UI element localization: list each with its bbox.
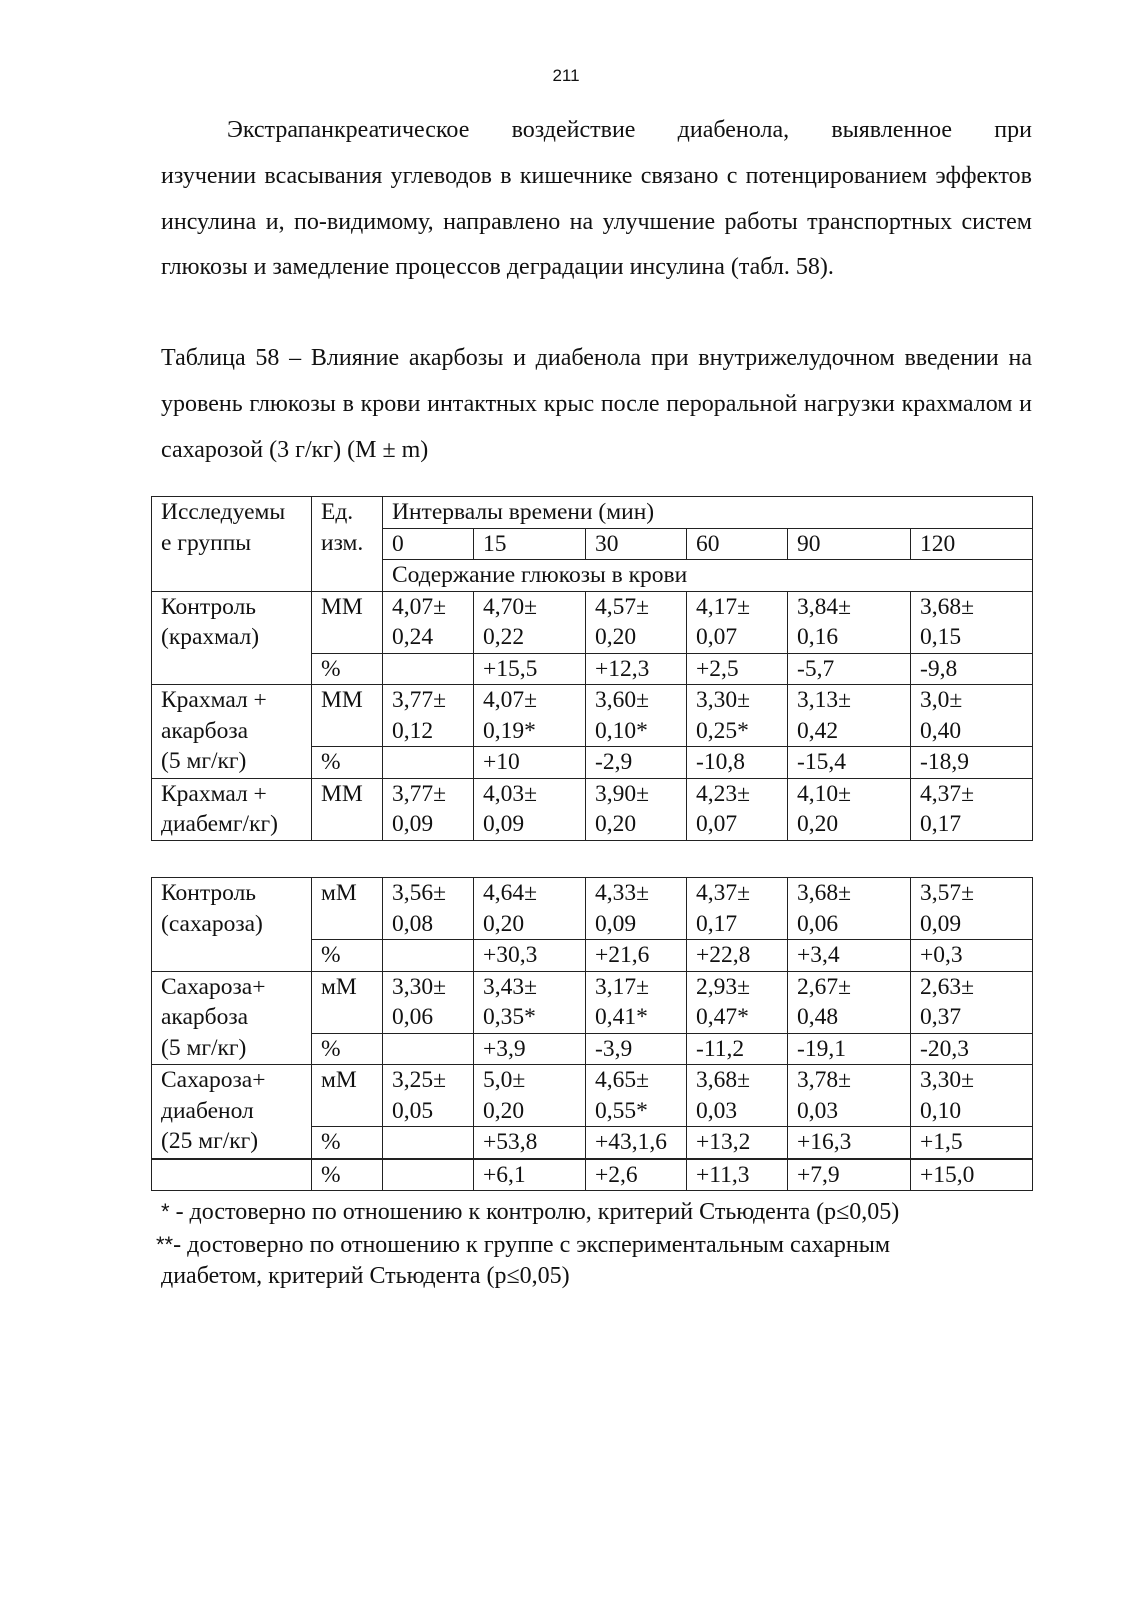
percent-cell <box>383 747 474 779</box>
percent-cell: +53,8 <box>474 1127 586 1159</box>
mean-value: 2,67± <box>797 973 852 1000</box>
mean-value: 3,77± <box>392 780 447 807</box>
unit-cell: ММ <box>312 591 383 653</box>
value-cell <box>687 591 788 653</box>
percent-cell: +15,0 <box>911 1159 1033 1191</box>
error-value: 0,17 <box>920 811 962 837</box>
table-caption: Таблица 58 – Влияние акарбозы и диабенола при внутрижелудочном введении на уровень глюкозы в крови интактных крыс после пероральной нагрузки крахмалом и сахарозой (3 г/кг) (М ± m) <box>161 345 1032 463</box>
error-value: 0,41* <box>595 1004 648 1030</box>
value-cell <box>911 778 1033 840</box>
value-cell <box>474 778 586 840</box>
value-cell <box>383 778 474 840</box>
unit-cell: мМ <box>312 878 383 940</box>
mean-value: 2,63± <box>920 973 975 1000</box>
error-value: 0,24 <box>392 624 434 650</box>
time-header-cell: 0 <box>383 528 474 560</box>
error-value: 0,40 <box>920 717 962 744</box>
footnote-1 <box>156 1196 1032 1229</box>
group-name-line: диабенол <box>161 1097 254 1124</box>
unit-cell: ММ <box>312 685 383 747</box>
unit-column-header <box>312 497 383 592</box>
mean-value: 3,90± <box>595 780 650 807</box>
error-value: 0,12 <box>392 717 434 744</box>
error-value: 0,20 <box>483 910 525 937</box>
percent-cell: -19,1 <box>788 1033 911 1065</box>
error-value: 0,06 <box>797 910 839 937</box>
error-value: 0,10 <box>920 1097 962 1124</box>
percent-cell <box>383 1033 474 1065</box>
error-value: 0,09 <box>595 910 637 937</box>
percent-cell: +7,9 <box>788 1159 911 1191</box>
error-value: 0,55* <box>595 1097 648 1124</box>
mean-value: 3,57± <box>920 880 975 906</box>
value-cell <box>687 878 788 940</box>
starch-table <box>151 496 1033 841</box>
group-name-line: (крахмал) <box>161 624 260 650</box>
group-name-line: Сахароза+ <box>161 1067 266 1093</box>
group-name-cell <box>152 591 312 685</box>
value-cell <box>586 971 687 1033</box>
percent-cell: -9,8 <box>911 653 1033 685</box>
value-cell <box>586 778 687 840</box>
error-value: 0,20 <box>595 811 637 837</box>
mean-value: 2,93± <box>696 973 751 1000</box>
percent-cell: +21,6 <box>586 940 687 972</box>
percent-cell: +1,5 <box>911 1127 1033 1159</box>
group-name-line: Контроль <box>161 593 257 620</box>
percent-cell: +16,3 <box>788 1127 911 1159</box>
group-name-line: (5 мг/кг) <box>161 1034 247 1061</box>
mean-value: 4,33± <box>595 880 650 906</box>
group-name-line: Крахмал + <box>161 780 267 807</box>
value-cell <box>383 878 474 940</box>
percent-cell: -11,2 <box>687 1033 788 1065</box>
group-name-line: Сахароза+ <box>161 973 266 1000</box>
mean-value: 3,68± <box>797 880 852 906</box>
error-value: 0,35* <box>483 1004 536 1030</box>
value-cell <box>586 591 687 653</box>
unit-cell: ММ <box>312 778 383 840</box>
mean-value: 4,37± <box>920 780 975 807</box>
mean-value: 4,70± <box>483 593 538 620</box>
value-cell <box>687 778 788 840</box>
value-cell <box>586 1065 687 1127</box>
value-cell <box>788 591 911 653</box>
percent-cell <box>383 940 474 972</box>
percent-cell <box>383 653 474 685</box>
percent-cell <box>383 1159 474 1191</box>
time-header-cell: 120 <box>911 528 1033 560</box>
time-header-cell: 60 <box>687 528 788 560</box>
percent-cell: -2,9 <box>586 747 687 779</box>
mean-value: 3,68± <box>920 593 975 620</box>
table-row <box>152 971 1033 1033</box>
sucrose-table-body <box>152 878 1033 1191</box>
value-cell <box>586 685 687 747</box>
footnote-1-mark: * <box>161 1199 170 1224</box>
group-name-line: (5 мг/кг) <box>161 748 247 774</box>
intervals-header: Интервалы времени (мин) <box>383 497 1033 529</box>
value-cell <box>911 971 1033 1033</box>
percent-cell: +3,9 <box>474 1033 586 1065</box>
empty-group-cell <box>152 1159 312 1191</box>
footnote-2 <box>156 1229 1032 1262</box>
percent-cell: +6,1 <box>474 1159 586 1191</box>
error-value: 0,47* <box>696 1004 749 1030</box>
value-cell <box>788 685 911 747</box>
error-value: 0,09 <box>392 811 434 837</box>
mean-value: 3,13± <box>797 687 852 713</box>
group-name-line: Контроль <box>161 880 257 906</box>
mean-value: 3,30± <box>920 1067 975 1093</box>
value-cell <box>383 1065 474 1127</box>
value-cell <box>911 1065 1033 1127</box>
unit-cell: % <box>312 1033 383 1065</box>
value-cell <box>586 878 687 940</box>
unit-header-line: изм. <box>321 529 364 556</box>
value-cell <box>474 878 586 940</box>
time-header-cell: 30 <box>586 528 687 560</box>
table-row <box>152 591 1033 653</box>
mean-value: 4,10± <box>797 780 852 807</box>
mean-value: 5,0± <box>483 1067 526 1093</box>
error-value: 0,03 <box>696 1097 738 1124</box>
group-name-cell <box>152 778 312 840</box>
value-cell <box>788 878 911 940</box>
error-value: 0,20 <box>483 1097 525 1124</box>
group-name-line: (25 мг/кг) <box>161 1128 259 1154</box>
percent-cell: +11,3 <box>687 1159 788 1191</box>
mean-value: 3,77± <box>392 687 447 713</box>
error-value: 0,07 <box>696 811 738 837</box>
group-header-line: е группы <box>161 529 252 556</box>
value-cell <box>474 685 586 747</box>
mean-value: 4,03± <box>483 780 538 807</box>
error-value: 0,20 <box>797 811 839 837</box>
value-cell <box>788 971 911 1033</box>
mean-value: 3,43± <box>483 973 538 1000</box>
percent-cell: +15,5 <box>474 653 586 685</box>
footnote-2-mark: ** <box>156 1231 174 1257</box>
value-cell <box>474 591 586 653</box>
page-number: 211 <box>552 66 580 85</box>
mean-value: 3,30± <box>392 973 447 1000</box>
mean-value: 4,17± <box>696 593 751 620</box>
value-cell <box>687 971 788 1033</box>
intro-rest: изучении всасывания углеводов в кишечнике связано с потенцированием эффектов инсулина и, по-видимому, направлено на улучшение работы транспортных систем глюкозы и замедление процессов деградации инсулина (табл. 58). <box>161 162 1032 281</box>
percent-cell: +10 <box>474 747 586 779</box>
footnotes <box>156 1196 1032 1293</box>
error-value: 0,19* <box>483 717 536 744</box>
percent-cell: +2,5 <box>687 653 788 685</box>
mean-value: 3,56± <box>392 880 447 906</box>
error-value: 0,15 <box>920 624 962 650</box>
unit-cell: % <box>312 1127 383 1159</box>
percent-cell: +2,6 <box>586 1159 687 1191</box>
percent-cell: +43,1,6 <box>586 1127 687 1159</box>
mean-value: 3,78± <box>797 1067 852 1093</box>
mean-value: 4,64± <box>483 880 538 906</box>
value-cell <box>383 685 474 747</box>
unit-header-line: Ед. <box>321 499 354 525</box>
time-header-cell: 15 <box>474 528 586 560</box>
percent-cell: +30,3 <box>474 940 586 972</box>
error-value: 0,10* <box>595 717 648 744</box>
percent-cell: +0,3 <box>911 940 1033 972</box>
percent-cell: -20,3 <box>911 1033 1033 1065</box>
group-name-line: акарбоза <box>161 1004 249 1030</box>
mean-value: 3,60± <box>595 687 650 713</box>
percent-cell: +3,4 <box>788 940 911 972</box>
mean-value: 3,25± <box>392 1067 447 1093</box>
mean-value: 3,68± <box>696 1067 751 1093</box>
value-cell <box>474 1065 586 1127</box>
unit-cell: % <box>312 1159 383 1191</box>
percent-cell: -3,9 <box>586 1033 687 1065</box>
group-header-line: Исследуемы <box>161 499 286 525</box>
time-header-cell: 90 <box>788 528 911 560</box>
percent-cell: +13,2 <box>687 1127 788 1159</box>
starch-table-body <box>152 497 1033 841</box>
error-value: 0,20 <box>595 624 637 650</box>
unit-cell: % <box>312 747 383 779</box>
error-value: 0,37 <box>920 1004 962 1030</box>
group-name-cell <box>152 1065 312 1159</box>
value-cell <box>687 685 788 747</box>
percent-cell: -5,7 <box>788 653 911 685</box>
footnote-2-text: - достоверно по отношению к группе с экспериментальным сахарным <box>173 1231 891 1258</box>
table-row <box>152 685 1033 747</box>
extra-percent-row <box>152 1159 1033 1191</box>
value-cell <box>383 971 474 1033</box>
table-row <box>152 878 1033 940</box>
percent-cell: -18,9 <box>911 747 1033 779</box>
intro-line-1: Экстрапанкреатическое воздействие диабенола, выявленное при <box>227 117 1032 143</box>
group-name-line: (сахароза) <box>161 910 263 937</box>
error-value: 0,42 <box>797 717 839 744</box>
mean-value: 4,57± <box>595 593 650 620</box>
value-cell <box>911 591 1033 653</box>
mean-value: 4,65± <box>595 1067 650 1093</box>
header-row <box>152 497 1033 529</box>
mean-value: 4,07± <box>392 593 447 620</box>
error-value: 0,05 <box>392 1097 434 1124</box>
error-value: 0,03 <box>797 1097 839 1124</box>
value-cell <box>911 878 1033 940</box>
intro-paragraph <box>161 108 1032 291</box>
unit-cell: % <box>312 940 383 972</box>
group-column-header <box>152 497 312 592</box>
percent-cell: -10,8 <box>687 747 788 779</box>
glucose-subheader: Содержание глюкозы в крови <box>383 560 1033 592</box>
mean-value: 3,84± <box>797 593 852 620</box>
error-value: 0,48 <box>797 1004 839 1030</box>
table-row <box>152 778 1033 840</box>
error-value: 0,25* <box>696 717 749 744</box>
error-value: 0,16 <box>797 624 839 650</box>
group-name-cell <box>152 878 312 972</box>
value-cell <box>383 591 474 653</box>
mean-value: 3,0± <box>920 687 963 713</box>
unit-cell: мМ <box>312 971 383 1033</box>
error-value: 0,06 <box>392 1004 434 1030</box>
footnote-2-continued: диабетом, критерий Стьюдента (p≤0,05) <box>161 1263 570 1289</box>
group-name-cell <box>152 685 312 779</box>
table-row <box>152 1065 1033 1127</box>
value-cell <box>788 1065 911 1127</box>
value-cell <box>911 685 1033 747</box>
mean-value: 4,37± <box>696 880 751 906</box>
mean-value: 3,30± <box>696 687 751 713</box>
percent-cell: +12,3 <box>586 653 687 685</box>
unit-cell: мМ <box>312 1065 383 1127</box>
footnote-1-text: - достоверно по отношению к контролю, критерий Стьюдента (p≤0,05) <box>169 1199 900 1225</box>
value-cell <box>687 1065 788 1127</box>
percent-cell <box>383 1127 474 1159</box>
mean-value: 4,07± <box>483 687 538 713</box>
error-value: 0,22 <box>483 624 525 650</box>
group-name-line: диабемг/кг) <box>161 811 278 837</box>
mean-value: 3,17± <box>595 973 650 1000</box>
error-value: 0,09 <box>920 910 962 937</box>
percent-cell: +22,8 <box>687 940 788 972</box>
value-cell <box>474 971 586 1033</box>
value-cell <box>788 778 911 840</box>
group-name-line: Крахмал + <box>161 687 267 713</box>
group-name-line: акарбоза <box>161 717 249 744</box>
percent-cell: -15,4 <box>788 747 911 779</box>
error-value: 0,17 <box>696 910 738 937</box>
error-value: 0,08 <box>392 910 434 937</box>
sucrose-table <box>151 877 1033 1191</box>
mean-value: 4,23± <box>696 780 751 807</box>
error-value: 0,07 <box>696 624 738 650</box>
error-value: 0,09 <box>483 811 525 837</box>
group-name-cell <box>152 971 312 1065</box>
unit-cell: % <box>312 653 383 685</box>
